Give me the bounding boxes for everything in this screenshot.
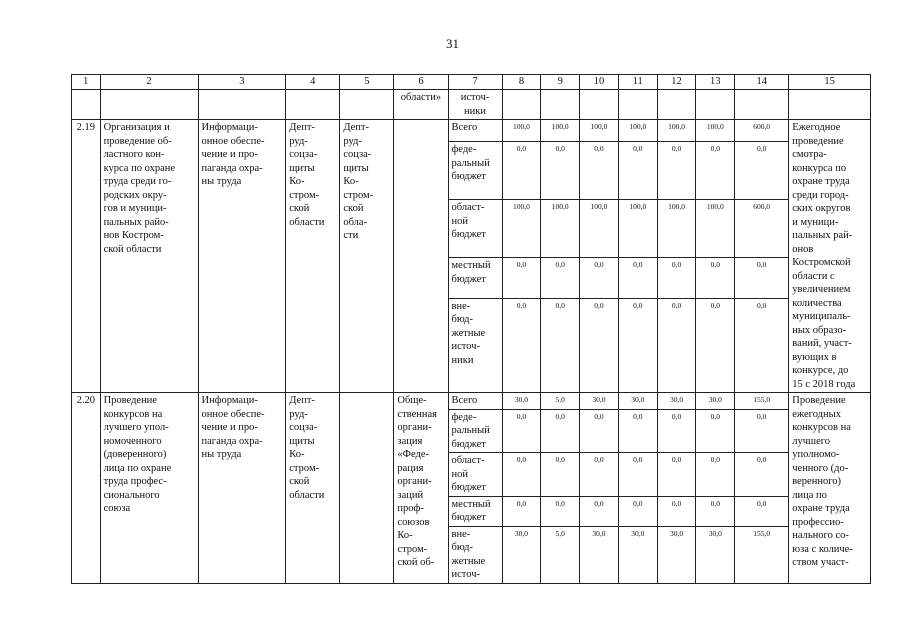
header-cell: 6 xyxy=(394,75,448,90)
funding-value: 0,0 xyxy=(541,409,580,453)
partner: Обще- ственная органи- зация «Феде- рация органи- заций проф- союзов Ко- стром- ской об- xyxy=(394,393,448,584)
table-row xyxy=(72,393,871,410)
funding-value: 0,0 xyxy=(696,258,735,298)
funding-value: 0,0 xyxy=(580,298,619,392)
funding-value: 30,0 xyxy=(657,393,696,410)
funding-source: Всего xyxy=(448,120,502,142)
funding-value: 0,0 xyxy=(696,496,735,526)
funding-source: област- ной бюджет xyxy=(448,453,502,497)
header-cell: 12 xyxy=(657,75,696,90)
header-cell: 9 xyxy=(541,75,580,90)
funding-value: 0,0 xyxy=(735,298,789,392)
funding-value: 30,0 xyxy=(580,393,619,410)
activity-name: Организация и проведение об- ластного кон- курса по охране труда среди го- родских окру- гов и муници- пальных райо- нов Костром- ской области xyxy=(100,120,198,393)
funding-value: 0,0 xyxy=(618,453,657,497)
funding-value: 0,0 xyxy=(541,142,580,200)
funding-value: 100,0 xyxy=(696,200,735,258)
continuation-row xyxy=(72,90,871,120)
page-number: 31 xyxy=(446,36,459,51)
funding-value: 0,0 xyxy=(541,453,580,497)
funding-source: феде- ральный бюджет xyxy=(448,142,502,200)
funding-value: 0,0 xyxy=(696,453,735,497)
header-cell: 8 xyxy=(502,75,541,90)
funding-value: 100,0 xyxy=(541,120,580,142)
funding-source: област- ной бюджет xyxy=(448,200,502,258)
funding-value: 155,0 xyxy=(735,526,789,583)
funding-value: 100,0 xyxy=(618,200,657,258)
funding-value: 100,0 xyxy=(502,120,541,142)
funding-value: 0,0 xyxy=(657,453,696,497)
funding-value: 100,0 xyxy=(502,200,541,258)
continuation-source: источ- ники xyxy=(448,90,502,120)
expected-result: Ежегодное проведение смотра- конкурса по охране труда среди город- ских округов и муници- пальных рай- онов Костромской области с увеличением количества муниципаль- ных образо- ваний, участ- вующих в конкурсе, до 15 с 2018 года xyxy=(789,120,871,393)
funding-value: 0,0 xyxy=(657,298,696,392)
row-number: 2.19 xyxy=(72,120,101,393)
funding-value: 0,0 xyxy=(618,298,657,392)
funding-source: вне- бюд- жетные источ- ники xyxy=(448,298,502,392)
funding-value: 30,0 xyxy=(618,526,657,583)
funding-source: феде- ральный бюджет xyxy=(448,409,502,453)
funding-value: 0,0 xyxy=(618,409,657,453)
continuation-partner: области» xyxy=(394,90,448,120)
funding-value: 30,0 xyxy=(657,526,696,583)
funding-value: 0,0 xyxy=(735,409,789,453)
funding-value: 600,0 xyxy=(735,120,789,142)
funding-value: 100,0 xyxy=(541,200,580,258)
row-number: 2.20 xyxy=(72,393,101,584)
funding-value: 100,0 xyxy=(580,120,619,142)
expected-result: Проведение ежегодных конкурсов на лучшего уполномо- ченного (до- веренного) лицa по охране труда профессио- нального со- юза с количе- ством участ- xyxy=(789,393,871,584)
header-cell: 7 xyxy=(448,75,502,90)
funding-value: 100,0 xyxy=(657,200,696,258)
funding-value: 30,0 xyxy=(580,526,619,583)
header-cell: 1 xyxy=(72,75,101,90)
funding-value: 0,0 xyxy=(541,258,580,298)
funding-value: 0,0 xyxy=(735,496,789,526)
funding-source: местный бюджет xyxy=(448,496,502,526)
funding-value: 30,0 xyxy=(502,526,541,583)
executor: Депт- руд- соцза- щиты Ко- стром- ской области xyxy=(286,120,340,393)
task-description: Информаци- онное обеспе- чение и про- паганда охра- ны труда xyxy=(198,120,286,393)
funding-value: 0,0 xyxy=(502,496,541,526)
funding-value: 0,0 xyxy=(657,258,696,298)
funding-value: 100,0 xyxy=(696,120,735,142)
funding-value: 100,0 xyxy=(580,200,619,258)
funding-value: 0,0 xyxy=(618,496,657,526)
funding-value: 30,0 xyxy=(696,526,735,583)
header-cell: 3 xyxy=(198,75,286,90)
funding-value: 100,0 xyxy=(657,120,696,142)
activity-name: Проведение конкурсов на лучшего упол- номоченного (доверенного) лица по охране труда профес- сионального союза xyxy=(100,393,198,584)
funding-value: 0,0 xyxy=(696,142,735,200)
funding-value: 0,0 xyxy=(502,298,541,392)
funding-value: 0,0 xyxy=(696,409,735,453)
funding-source: местный бюджет xyxy=(448,258,502,298)
funding-value: 0,0 xyxy=(735,258,789,298)
funding-value: 0,0 xyxy=(618,258,657,298)
funding-value: 5,0 xyxy=(541,393,580,410)
partner xyxy=(394,120,448,393)
funding-value: 0,0 xyxy=(541,298,580,392)
funding-value: 0,0 xyxy=(502,142,541,200)
funding-value: 30,0 xyxy=(502,393,541,410)
co-executor xyxy=(340,393,394,584)
funding-value: 0,0 xyxy=(618,142,657,200)
funding-value: 0,0 xyxy=(580,142,619,200)
funding-value: 30,0 xyxy=(696,393,735,410)
executor: Депт- руд- соцза- щиты Ко- стром- ской области xyxy=(286,393,340,584)
funding-value: 0,0 xyxy=(657,142,696,200)
funding-source: Всего xyxy=(448,393,502,410)
funding-value: 0,0 xyxy=(657,409,696,453)
funding-value: 30,0 xyxy=(618,393,657,410)
funding-value: 0,0 xyxy=(502,258,541,298)
funding-value: 0,0 xyxy=(580,258,619,298)
table-row xyxy=(72,120,871,142)
funding-value: 0,0 xyxy=(580,496,619,526)
header-cell: 14 xyxy=(735,75,789,90)
funding-value: 0,0 xyxy=(735,142,789,200)
header-cell: 4 xyxy=(286,75,340,90)
funding-value: 0,0 xyxy=(502,453,541,497)
funding-value: 0,0 xyxy=(580,453,619,497)
funding-source: вне- бюд- жетные источ- xyxy=(448,526,502,583)
header-cell: 13 xyxy=(696,75,735,90)
header-row xyxy=(72,75,871,90)
funding-value: 0,0 xyxy=(735,453,789,497)
header-cell: 10 xyxy=(580,75,619,90)
funding-value: 0,0 xyxy=(541,496,580,526)
funding-value: 0,0 xyxy=(657,496,696,526)
funding-value: 0,0 xyxy=(580,409,619,453)
funding-value: 100,0 xyxy=(618,120,657,142)
header-cell: 5 xyxy=(340,75,394,90)
funding-value: 155,0 xyxy=(735,393,789,410)
program-table xyxy=(71,74,871,584)
task-description: Информаци- онное обеспе- чение и про- паганда охра- ны труда xyxy=(198,393,286,584)
header-cell: 2 xyxy=(100,75,198,90)
funding-value: 0,0 xyxy=(502,409,541,453)
header-cell: 11 xyxy=(618,75,657,90)
funding-value: 0,0 xyxy=(696,298,735,392)
funding-value: 5,0 xyxy=(541,526,580,583)
funding-value: 600,0 xyxy=(735,200,789,258)
co-executor: Депт- руд- соцза- щиты Ко- стром- ской обла- сти xyxy=(340,120,394,393)
header-cell: 15 xyxy=(789,75,871,90)
